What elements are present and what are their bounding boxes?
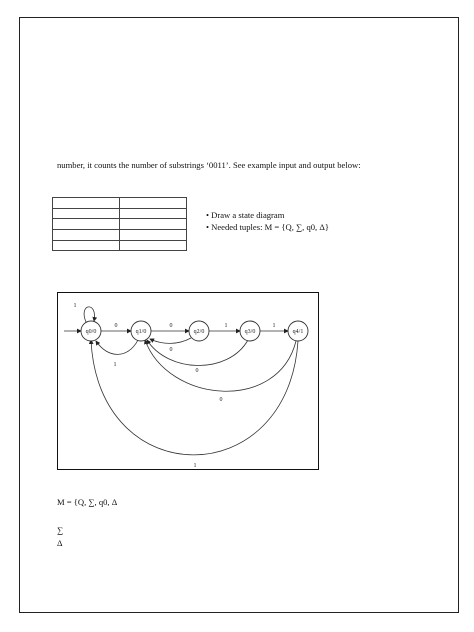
label-q2-q3: 1 [224,323,228,329]
state-q0-label: q0/0 [85,329,97,335]
table-cell [120,219,187,230]
table-cell [53,240,120,251]
table-row [53,198,187,209]
label-q0-loop: 1 [73,303,77,309]
state-diagram [57,292,319,470]
label-q2-q1: 0 [169,347,173,353]
bullet-draw-diagram: • Draw a state diagram [206,210,285,220]
table-cell [120,208,187,219]
edge-q0-loop [84,307,94,322]
table-cell [120,230,187,241]
label-q3-q4: 1 [272,323,276,329]
edge-q3-q1 [147,340,248,366]
state-q1-label: q1/0 [135,329,147,335]
label-q4-q0: 1 [193,463,197,469]
bullet-list [206,209,329,233]
table-cell [120,240,187,251]
m-tuple-text: M = {Q, ∑, q0, Δ [57,497,118,507]
edge-q4-q1 [145,340,296,391]
table-cell [53,208,120,219]
state-q4-label: q4/1 [292,329,304,335]
bullet-needed-tuples: • Needed tuples: M = {Q, ∑, q0, Δ} [206,222,329,232]
state-q3-label: q3/0 [244,329,256,335]
state-q2-label: q2/0 [193,329,205,335]
label-q1-q2: 0 [169,323,173,329]
io-table [52,197,187,251]
table-row [53,240,187,251]
delta-symbol: Δ [57,538,63,548]
table-row [53,219,187,230]
label-q3-q1: 0 [195,368,199,374]
table-cell [53,219,120,230]
state-diagram-svg [58,293,320,471]
table-row [53,230,187,241]
label-q0-q1: 0 [114,323,118,329]
table-cell [53,198,120,209]
table-row [53,208,187,219]
edge-q2-q1 [150,338,191,343]
edge-q4-q0 [91,340,298,455]
table-cell [53,230,120,241]
sigma-symbol: ∑ [57,525,64,535]
label-q4-q1: 0 [219,397,223,403]
intro-text: number, it counts the number of substrings ‘0011’. See example input and output below: [57,160,361,170]
label-q1-q0: 1 [113,362,117,368]
table-cell [120,198,187,209]
edge-q1-q0 [96,340,138,354]
